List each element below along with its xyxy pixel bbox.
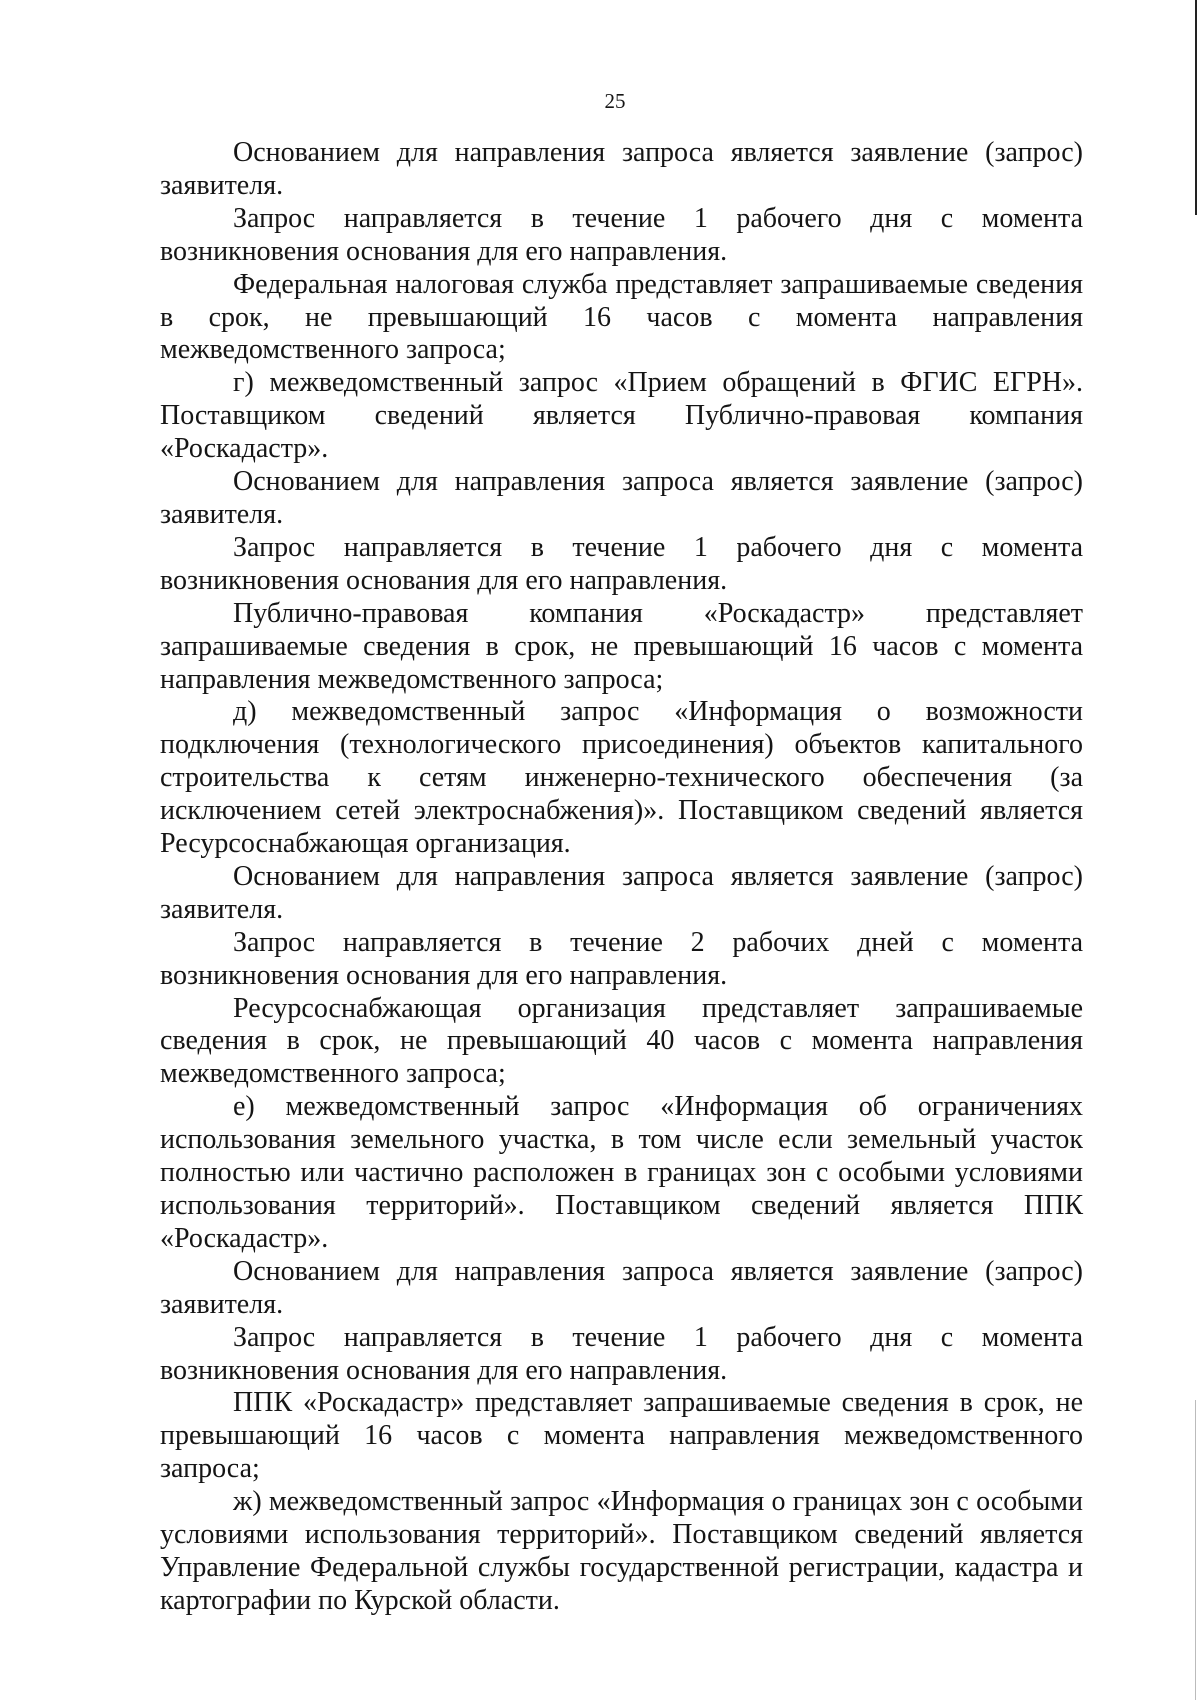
document-body [160,137,1083,1618]
paragraph: Запрос направляется в течение 1 рабочего дня с момента возникновения основания для его направления. [160,202,1083,267]
paragraph: г) межведомственный запрос «Прием обращений в ФГИС ЕГРН». Поставщиком сведений является Публично-правовая компания «Роскадастр». [160,367,1083,465]
paragraph: Основанием для направления запроса является заявление (запрос) заявителя. [160,466,1083,530]
paragraph: Основанием для направления запроса является заявление (запрос) заявителя. [160,137,1083,201]
paragraph: е) межведомственный запрос «Информация об ограничениях использования земельного участка, в том числе если земельный участок полностью или частично расположен в границах зон с особыми условиями использования территорий». Поставщиком сведений является ППК «Роскадастр». [160,1091,1083,1254]
page-number: 25 [604,89,626,113]
paragraph: Федеральная налоговая служба представляет запрашиваемые сведения в срок, не превышающий 16 часов с момента направления межведомственного запроса; [160,268,1083,366]
paragraph: Запрос направляется в течение 1 рабочего дня с момента возникновения основания для его направления. [160,1321,1083,1386]
paragraph: Публично-правовая компания «Роскадастр» представляет запрашиваемые сведения в срок, не превышающий 16 часов с момента направления межведомственного запроса; [160,597,1083,695]
paragraph: Основанием для направления запроса является заявление (запрос) заявителя. [160,860,1083,925]
paragraph: Запрос направляется в течение 2 рабочих дней с момента возникновения основания для его направления. [160,926,1083,991]
paragraph: Запрос направляется в течение 1 рабочего дня с момента возникновения основания для его направления. [160,531,1083,596]
paragraph: ж) межведомственный запрос «Информация о границах зон с особыми условиями использования территорий». Поставщиком сведений является Управление Федеральной службы государственной регистрации, кадастра и картографии по Курской области. [160,1486,1083,1616]
paragraph: ППК «Роскадастр» представляет запрашиваемые сведения в срок, не превышающий 16 часов с момента направления межведомственного запроса; [160,1387,1083,1485]
paragraph: д) межведомственный запрос «Информация о возможности подключения (технологического присоединения) объектов капитального строительства к сетям инженерно-технического обеспечения (за исключением сетей электроснабжения)». Поставщиком сведений является Ресурсоснабжающая организация. [160,696,1083,860]
scan-edge-line-lower [1195,1400,1196,1700]
paragraph: Ресурсоснабжающая организация представляет запрашиваемые сведения в срок, не превышающий 40 часов с момента направления межведомственного запроса; [160,992,1083,1090]
paragraph: Основанием для направления запроса является заявление (запрос) заявителя. [160,1255,1083,1320]
